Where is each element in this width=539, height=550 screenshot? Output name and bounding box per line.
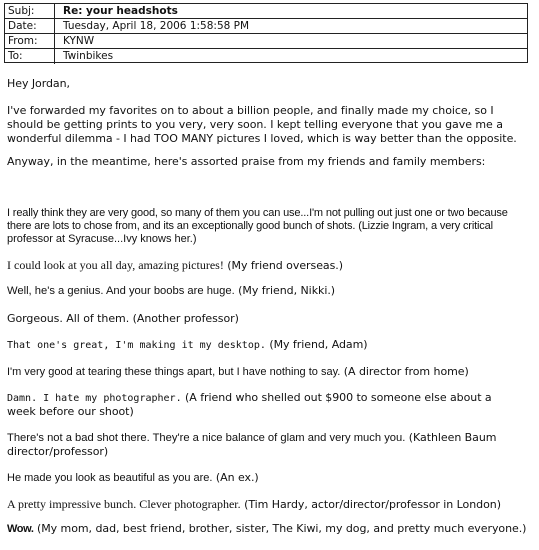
- paragraph-1-line-2: should be getting prints to you very, very soon. I kept telling everyone that you gave me a: [7, 118, 503, 131]
- quote-4: Gorgeous. All of them. (Another professor): [7, 312, 239, 325]
- quote-5-attribution: (My friend, Adam): [265, 338, 368, 351]
- paragraph-1-line-3: wonderful dilemma - I had TOO MANY pictures I loved, which is way better than the opposite.: [7, 132, 517, 145]
- subject-row: [5, 4, 527, 19]
- quote-3-text: Well, he's a genius. And your boobs are huge.: [7, 285, 235, 297]
- greeting: Hey Jordan,: [7, 77, 70, 90]
- from-row: [5, 34, 527, 49]
- quote-8-attribution-part-1: (Kathleen Baum: [405, 431, 497, 444]
- quote-10-attribution: (Tim Hardy, actor/director/professor in London): [240, 498, 501, 511]
- quote-6-attribution: (A director from home): [340, 365, 469, 378]
- quote-7-attribution-part-2: week before our shoot): [7, 405, 134, 418]
- quote-8-attribution-part-2: director/professor): [7, 445, 109, 458]
- to-value: Twinbikes: [63, 50, 114, 62]
- quote-2-text: I could look at you all day, amazing pictures!: [7, 258, 224, 272]
- quote-9-attribution: (An ex.): [212, 471, 259, 484]
- quote-1-line-1: I really think they are very good, so many of them you can use...I'm not pulling out just one or two because: [7, 207, 508, 219]
- quote-3-attribution: (My friend, Nikki.): [234, 284, 336, 297]
- quote-5: [7, 338, 532, 353]
- quote-11: [7, 522, 532, 536]
- to-label: To:: [5, 49, 55, 64]
- from-value: KYNW: [63, 35, 95, 47]
- quote-9-text: He made you look as beautiful as you are.: [7, 472, 213, 484]
- to-row: [5, 49, 527, 64]
- quote-1-line-2: there are lots to chose from, and its an exceptionally good bunch of shots. (Lizzie Ingram, a very critical: [7, 220, 493, 232]
- quote-7-line-1: [7, 391, 532, 406]
- date-value: Tuesday, April 18, 2006 1:58:58 PM: [63, 20, 250, 32]
- email-header-box: [4, 3, 528, 63]
- quote-1-line-3: professor at Syracuse...Ivy knows her.): [7, 233, 197, 245]
- subject-label: Subj:: [5, 4, 55, 19]
- quote-11-attribution: (My mom, dad, best friend, brother, sister, The Kiwi, my dog, and pretty much everyone.): [33, 522, 527, 535]
- quote-5-text: That one's great, I'm making it my desktop.: [7, 340, 266, 351]
- quote-2: [7, 258, 532, 273]
- quote-2-attribution: (My friend overseas.): [223, 259, 343, 272]
- from-label: From:: [5, 34, 55, 49]
- quote-3: [7, 284, 532, 298]
- quote-10-text: A pretty impressive bunch. Clever photographer.: [7, 497, 241, 511]
- quote-6-text: I'm very good at tearing these things apart, but I have nothing to say.: [7, 366, 341, 378]
- quote-7-attribution-part-1: (A friend who shelled out $900 to someone else about a: [181, 391, 492, 404]
- quote-11-text: Wow.: [7, 523, 34, 535]
- date-label: Date:: [5, 19, 55, 34]
- date-row: [5, 19, 527, 34]
- quote-7-text: Damn. I hate my photographer.: [7, 393, 182, 404]
- paragraph-2: Anyway, in the meantime, here's assorted praise from my friends and family members:: [7, 155, 486, 168]
- quote-8-line-1: [7, 431, 532, 445]
- paragraph-1-line-1: I've forwarded my favorites on to about a billion people, and finally made my choice, so I: [7, 104, 494, 117]
- quote-8-text: There's not a bad shot there. They're a nice balance of glam and very much you.: [7, 432, 406, 444]
- quote-6: [7, 365, 532, 379]
- quote-10: [7, 497, 532, 512]
- subject-value: Re: your headshots: [63, 5, 178, 17]
- quote-9: [7, 471, 532, 485]
